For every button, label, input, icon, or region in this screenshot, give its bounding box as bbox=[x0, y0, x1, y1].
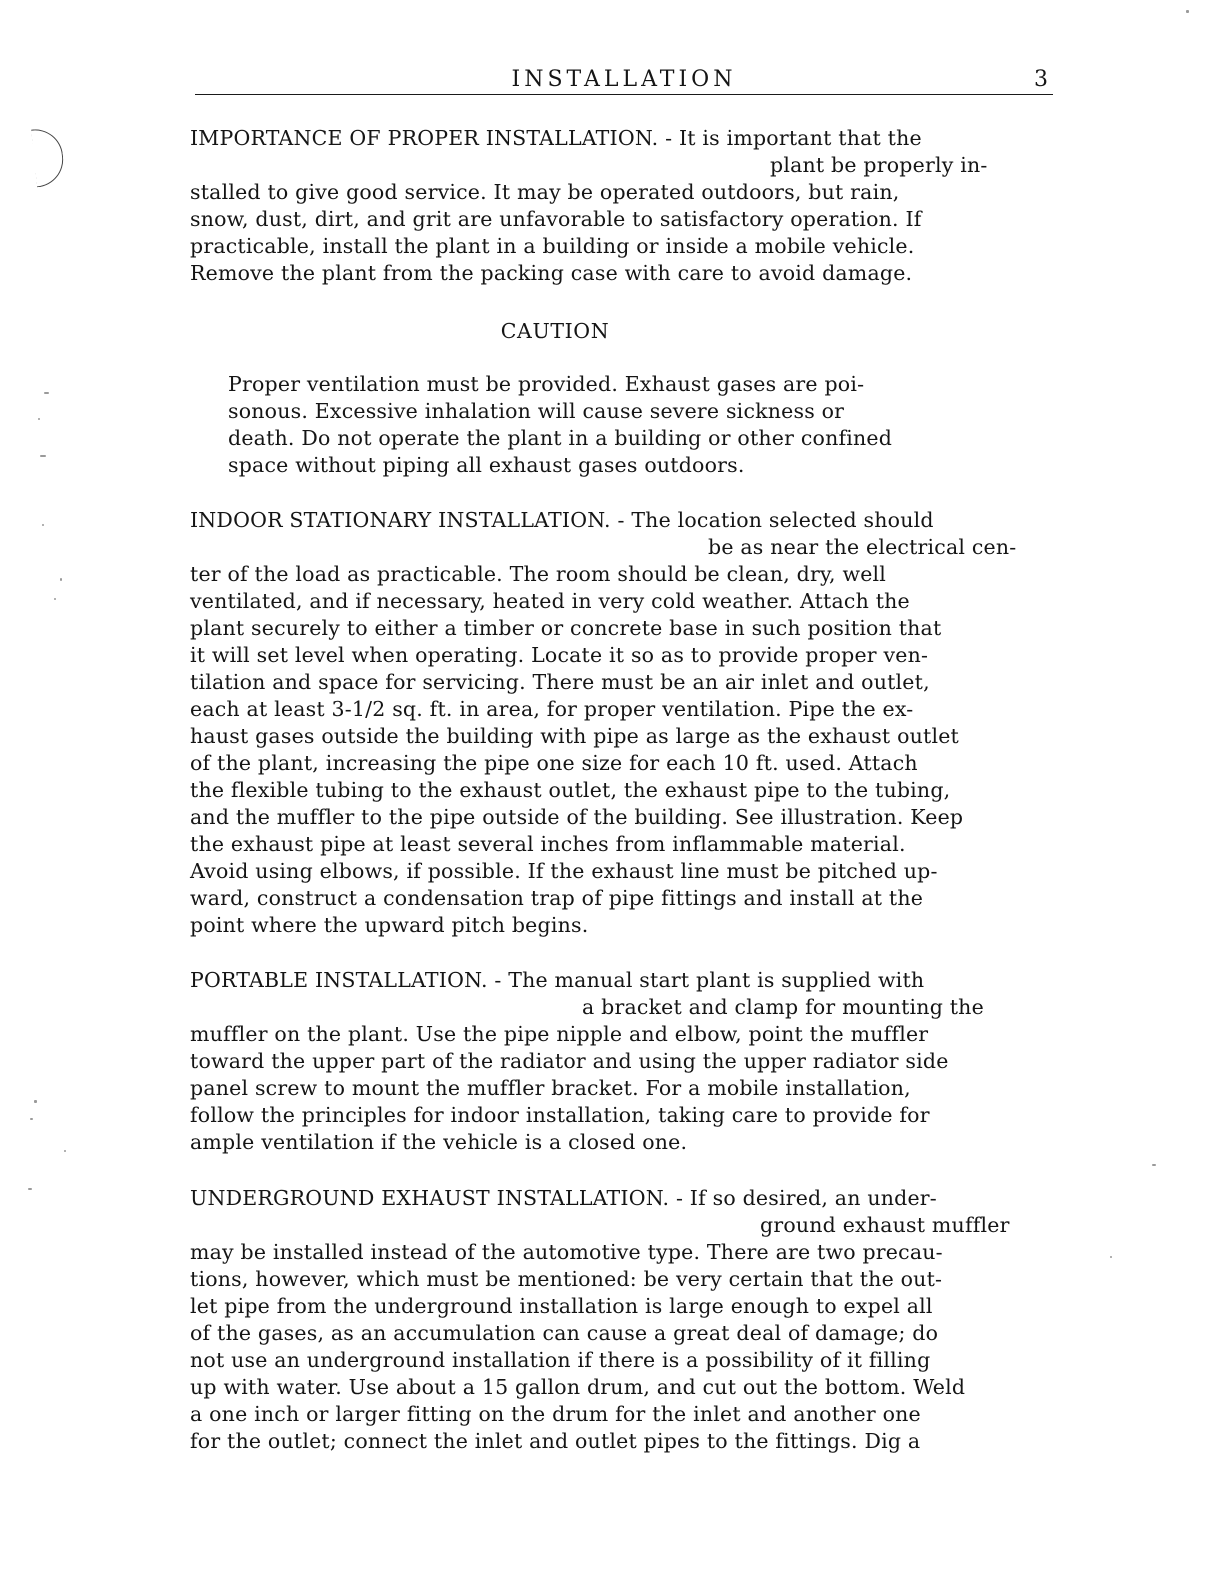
text-line: tions, however, which must be mentioned: be very certain that the out- bbox=[190, 1267, 943, 1291]
text-line: a bracket and clamp for mounting the bbox=[582, 995, 984, 1019]
text-line: up with water. Use about a 15 gallon drum, and cut out the bottom. Weld bbox=[190, 1375, 966, 1399]
page-number: 3 bbox=[1034, 67, 1048, 92]
text-line: IMPORTANCE OF PROPER INSTALLATION. - It is important that the bbox=[190, 126, 922, 150]
scan-speck bbox=[64, 1150, 66, 1152]
text-line: plant be properly in- bbox=[770, 153, 988, 177]
scan-speck bbox=[60, 578, 62, 581]
text-line: the exhaust pipe at least several inches from inflammable material. bbox=[190, 832, 906, 856]
text-line: UNDERGROUND EXHAUST INSTALLATION. - If so desired, an under- bbox=[190, 1186, 937, 1210]
caution-heading: CAUTION bbox=[500, 319, 610, 343]
scan-speck bbox=[38, 418, 40, 420]
text-line: Proper ventilation must be provided. Exhaust gases are poi- bbox=[228, 372, 865, 396]
text-line: a one inch or larger fitting on the drum for the inlet and another one bbox=[190, 1402, 921, 1426]
text-line: muffler on the plant. Use the pipe nipple and elbow, point the muffler bbox=[190, 1022, 929, 1046]
scan-speck bbox=[30, 1118, 33, 1120]
text-line: point where the upward pitch begins. bbox=[190, 913, 589, 937]
scan-speck bbox=[54, 598, 56, 600]
text-line: ward, construct a condensation trap of pipe fittings and install at the bbox=[190, 886, 924, 910]
text-line: stalled to give good service. It may be operated outdoors, but rain, bbox=[190, 180, 900, 204]
scan-speck bbox=[44, 392, 49, 394]
text-line: of the plant, increasing the pipe one size for each 10 ft. used. Attach bbox=[190, 751, 918, 775]
text-line: sonous. Excessive inhalation will cause severe sickness or bbox=[228, 399, 845, 423]
scan-speck bbox=[40, 455, 46, 457]
text-line: it will set level when operating. Locate it so as to provide proper ven- bbox=[190, 643, 929, 667]
text-line: plant securely to either a timber or concrete base in such position that bbox=[190, 616, 942, 640]
text-line: haust gases outside the building with pipe as large as the exhaust outlet bbox=[190, 724, 959, 748]
text-line: ground exhaust muffler bbox=[760, 1213, 1010, 1237]
text-line: practicable, install the plant in a building or inside a mobile vehicle. bbox=[190, 234, 915, 258]
text-line: panel screw to mount the muffler bracket. For a mobile installation, bbox=[190, 1076, 911, 1100]
text-line: space without piping all exhaust gases outdoors. bbox=[228, 453, 745, 477]
text-line: follow the principles for indoor installation, taking care to provide for bbox=[190, 1103, 930, 1127]
text-line: let pipe from the underground installation is large enough to expel all bbox=[190, 1294, 933, 1318]
text-line: may be installed instead of the automotive type. There are two precau- bbox=[190, 1240, 943, 1264]
scan-bracket-mark bbox=[31, 127, 66, 188]
text-line: INDOOR STATIONARY INSTALLATION. - The location selected should bbox=[190, 508, 934, 532]
text-line: ample ventilation if the vehicle is a closed one. bbox=[190, 1130, 688, 1154]
scan-speck bbox=[1186, 10, 1189, 13]
header-rule bbox=[195, 94, 1053, 95]
text-line: ter of the load as practicable. The room should be clean, dry, well bbox=[190, 562, 887, 586]
text-line: toward the upper part of the radiator and using the upper radiator side bbox=[190, 1049, 949, 1073]
text-line: each at least 3-1/2 sq. ft. in area, for proper ventilation. Pipe the ex- bbox=[190, 697, 914, 721]
scan-speck bbox=[1152, 1164, 1156, 1166]
scan-speck bbox=[42, 524, 44, 526]
text-line: and the muffler to the pipe outside of the building. See illustration. Keep bbox=[190, 805, 964, 829]
text-line: the flexible tubing to the exhaust outlet, the exhaust pipe to the tubing, bbox=[190, 778, 951, 802]
text-line: Remove the plant from the packing case with care to avoid damage. bbox=[190, 261, 913, 285]
text-line: not use an underground installation if there is a possibility of it filling bbox=[190, 1348, 931, 1372]
scan-speck bbox=[28, 1188, 32, 1190]
text-line: tilation and space for servicing. There must be an air inlet and outlet, bbox=[190, 670, 930, 694]
text-line: be as near the electrical cen- bbox=[708, 535, 1017, 559]
scan-speck bbox=[34, 1100, 37, 1103]
text-line: Avoid using elbows, if possible. If the exhaust line must be pitched up- bbox=[190, 859, 938, 883]
text-line: of the gases, as an accumulation can cause a great deal of damage; do bbox=[190, 1321, 939, 1345]
text-line: PORTABLE INSTALLATION. - The manual start plant is supplied with bbox=[190, 968, 925, 992]
scan-speck bbox=[1110, 1256, 1112, 1258]
text-line: death. Do not operate the plant in a building or other confined bbox=[228, 426, 893, 450]
text-line: snow, dust, dirt, and grit are unfavorable to satisfactory operation. If bbox=[190, 207, 922, 231]
text-line: for the outlet; connect the inlet and outlet pipes to the fittings. Dig a bbox=[190, 1429, 921, 1453]
text-line: ventilated, and if necessary, heated in very cold weather. Attach the bbox=[190, 589, 910, 613]
running-header-title: INSTALLATION bbox=[511, 67, 737, 92]
